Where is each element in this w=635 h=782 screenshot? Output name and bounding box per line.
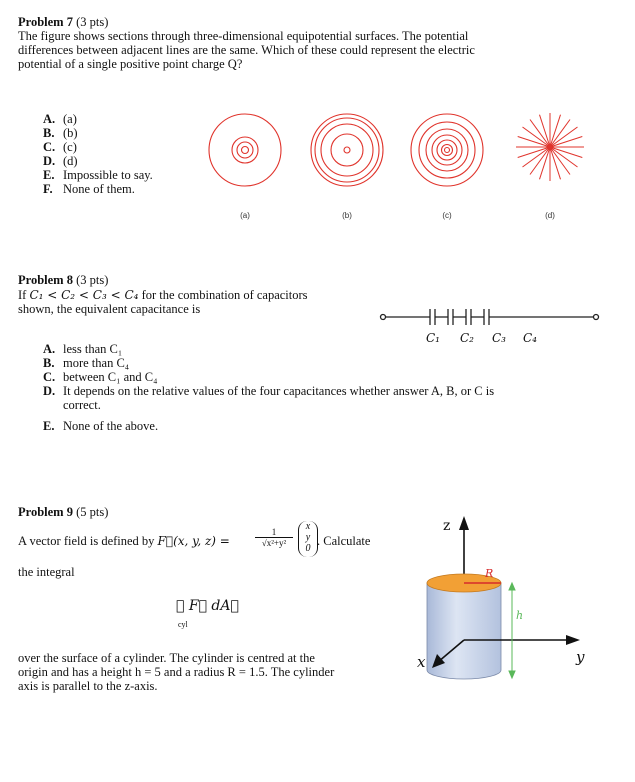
option-key: E.: [43, 168, 55, 182]
cap-label-c4: C₄: [523, 331, 537, 345]
p8-text-line-2: shown, the equivalent capacitance is: [18, 302, 201, 316]
figure-a-label: (a): [240, 211, 250, 220]
p9-body-line-2: origin and has a height h = 5 and a radius R = 1.5. The cylinder: [18, 665, 335, 679]
p7-text-line-3: potential of a single positive point charge Q?: [18, 57, 243, 71]
option-key: A.: [43, 342, 56, 356]
p9-points: (5 pts): [76, 505, 109, 519]
height-label: h: [516, 609, 524, 622]
radius-label: R: [485, 567, 494, 580]
option-text: (d): [63, 154, 78, 168]
p9-text-post: . Calculate: [317, 534, 371, 548]
p9-body-line-1: over the surface of a cylinder. The cylinder is centred at the: [18, 651, 315, 665]
option-key: B.: [43, 356, 55, 370]
p8-text-post: for the combination of capacitors: [141, 288, 308, 302]
option-key: F.: [43, 182, 53, 196]
vector-x: x: [305, 521, 311, 532]
integral-expression: ∮ F⃗ dA⃗: [176, 598, 239, 614]
fraction-denominator: √x²+y²: [255, 537, 293, 548]
option-key: D.: [43, 384, 56, 398]
option-text: (c): [63, 140, 77, 154]
option-text: None of the above.: [63, 419, 159, 433]
option-text: It depends on the relative values of the four capacitances whether answer A, B, or C is: [63, 384, 495, 398]
height-marker: [509, 583, 515, 678]
p7-text-line-1: The figure shows sections through three-dimensional equipotential surfaces. The potential: [18, 29, 469, 43]
option-key: D.: [43, 154, 56, 168]
p7-title-text: Problem 7: [18, 15, 73, 29]
p8-title-text: Problem 8: [18, 273, 73, 287]
p7-points: (3 pts): [76, 15, 109, 29]
option-key: E.: [43, 419, 55, 433]
p8-text-pre: If: [18, 288, 27, 302]
p8-inequality: C₁ < C₂ < C₃ < C₄: [29, 288, 139, 302]
option-key: C.: [43, 140, 56, 154]
p9-title-text: Problem 9: [18, 505, 73, 519]
cap-label-c3: C₃: [492, 331, 506, 345]
p8-points: (3 pts): [76, 273, 109, 287]
z-axis-label: z: [443, 518, 451, 534]
option-text: None of them.: [63, 182, 135, 196]
y-axis-arrow: [566, 635, 580, 645]
option-text: (b): [63, 126, 78, 140]
z-axis-arrow: [459, 516, 469, 530]
option-text: less than C₁: [63, 342, 123, 356]
option-text: more than C₄: [63, 356, 130, 370]
vector-z: 0: [305, 543, 311, 554]
option-key: C.: [43, 370, 56, 384]
option-text: correct.: [63, 398, 101, 412]
option-key: A.: [43, 112, 56, 126]
p9-body-line-3: axis is parallel to the z-axis.: [18, 679, 158, 693]
figure-b-label: (b): [342, 211, 352, 220]
p9-text-pre: A vector field is defined by: [18, 534, 155, 548]
p9-integral-sub: cyl: [178, 620, 188, 629]
x-axis-label: x: [417, 653, 426, 671]
figure-d-label: (d): [545, 211, 555, 220]
p7-text-line-2: differences between adjacent lines are the same. Which of these could represent the electric: [18, 43, 475, 57]
option-text: (a): [63, 112, 77, 126]
option-text: between C₁ and C₄: [63, 370, 158, 384]
option-key: B.: [43, 126, 55, 140]
p9-field-def: F⃗(x, y, z) =: [157, 534, 230, 548]
cap-label-c1: C₁: [426, 331, 440, 345]
p9-text-line-2: the integral: [18, 565, 75, 579]
cap-label-c2: C₂: [460, 331, 474, 345]
vector-y: y: [305, 532, 311, 543]
option-text: Impossible to say.: [63, 168, 153, 182]
fraction-numerator: 1: [271, 527, 277, 537]
figure-c-label: (c): [442, 211, 452, 220]
y-axis-label: y: [576, 648, 585, 666]
